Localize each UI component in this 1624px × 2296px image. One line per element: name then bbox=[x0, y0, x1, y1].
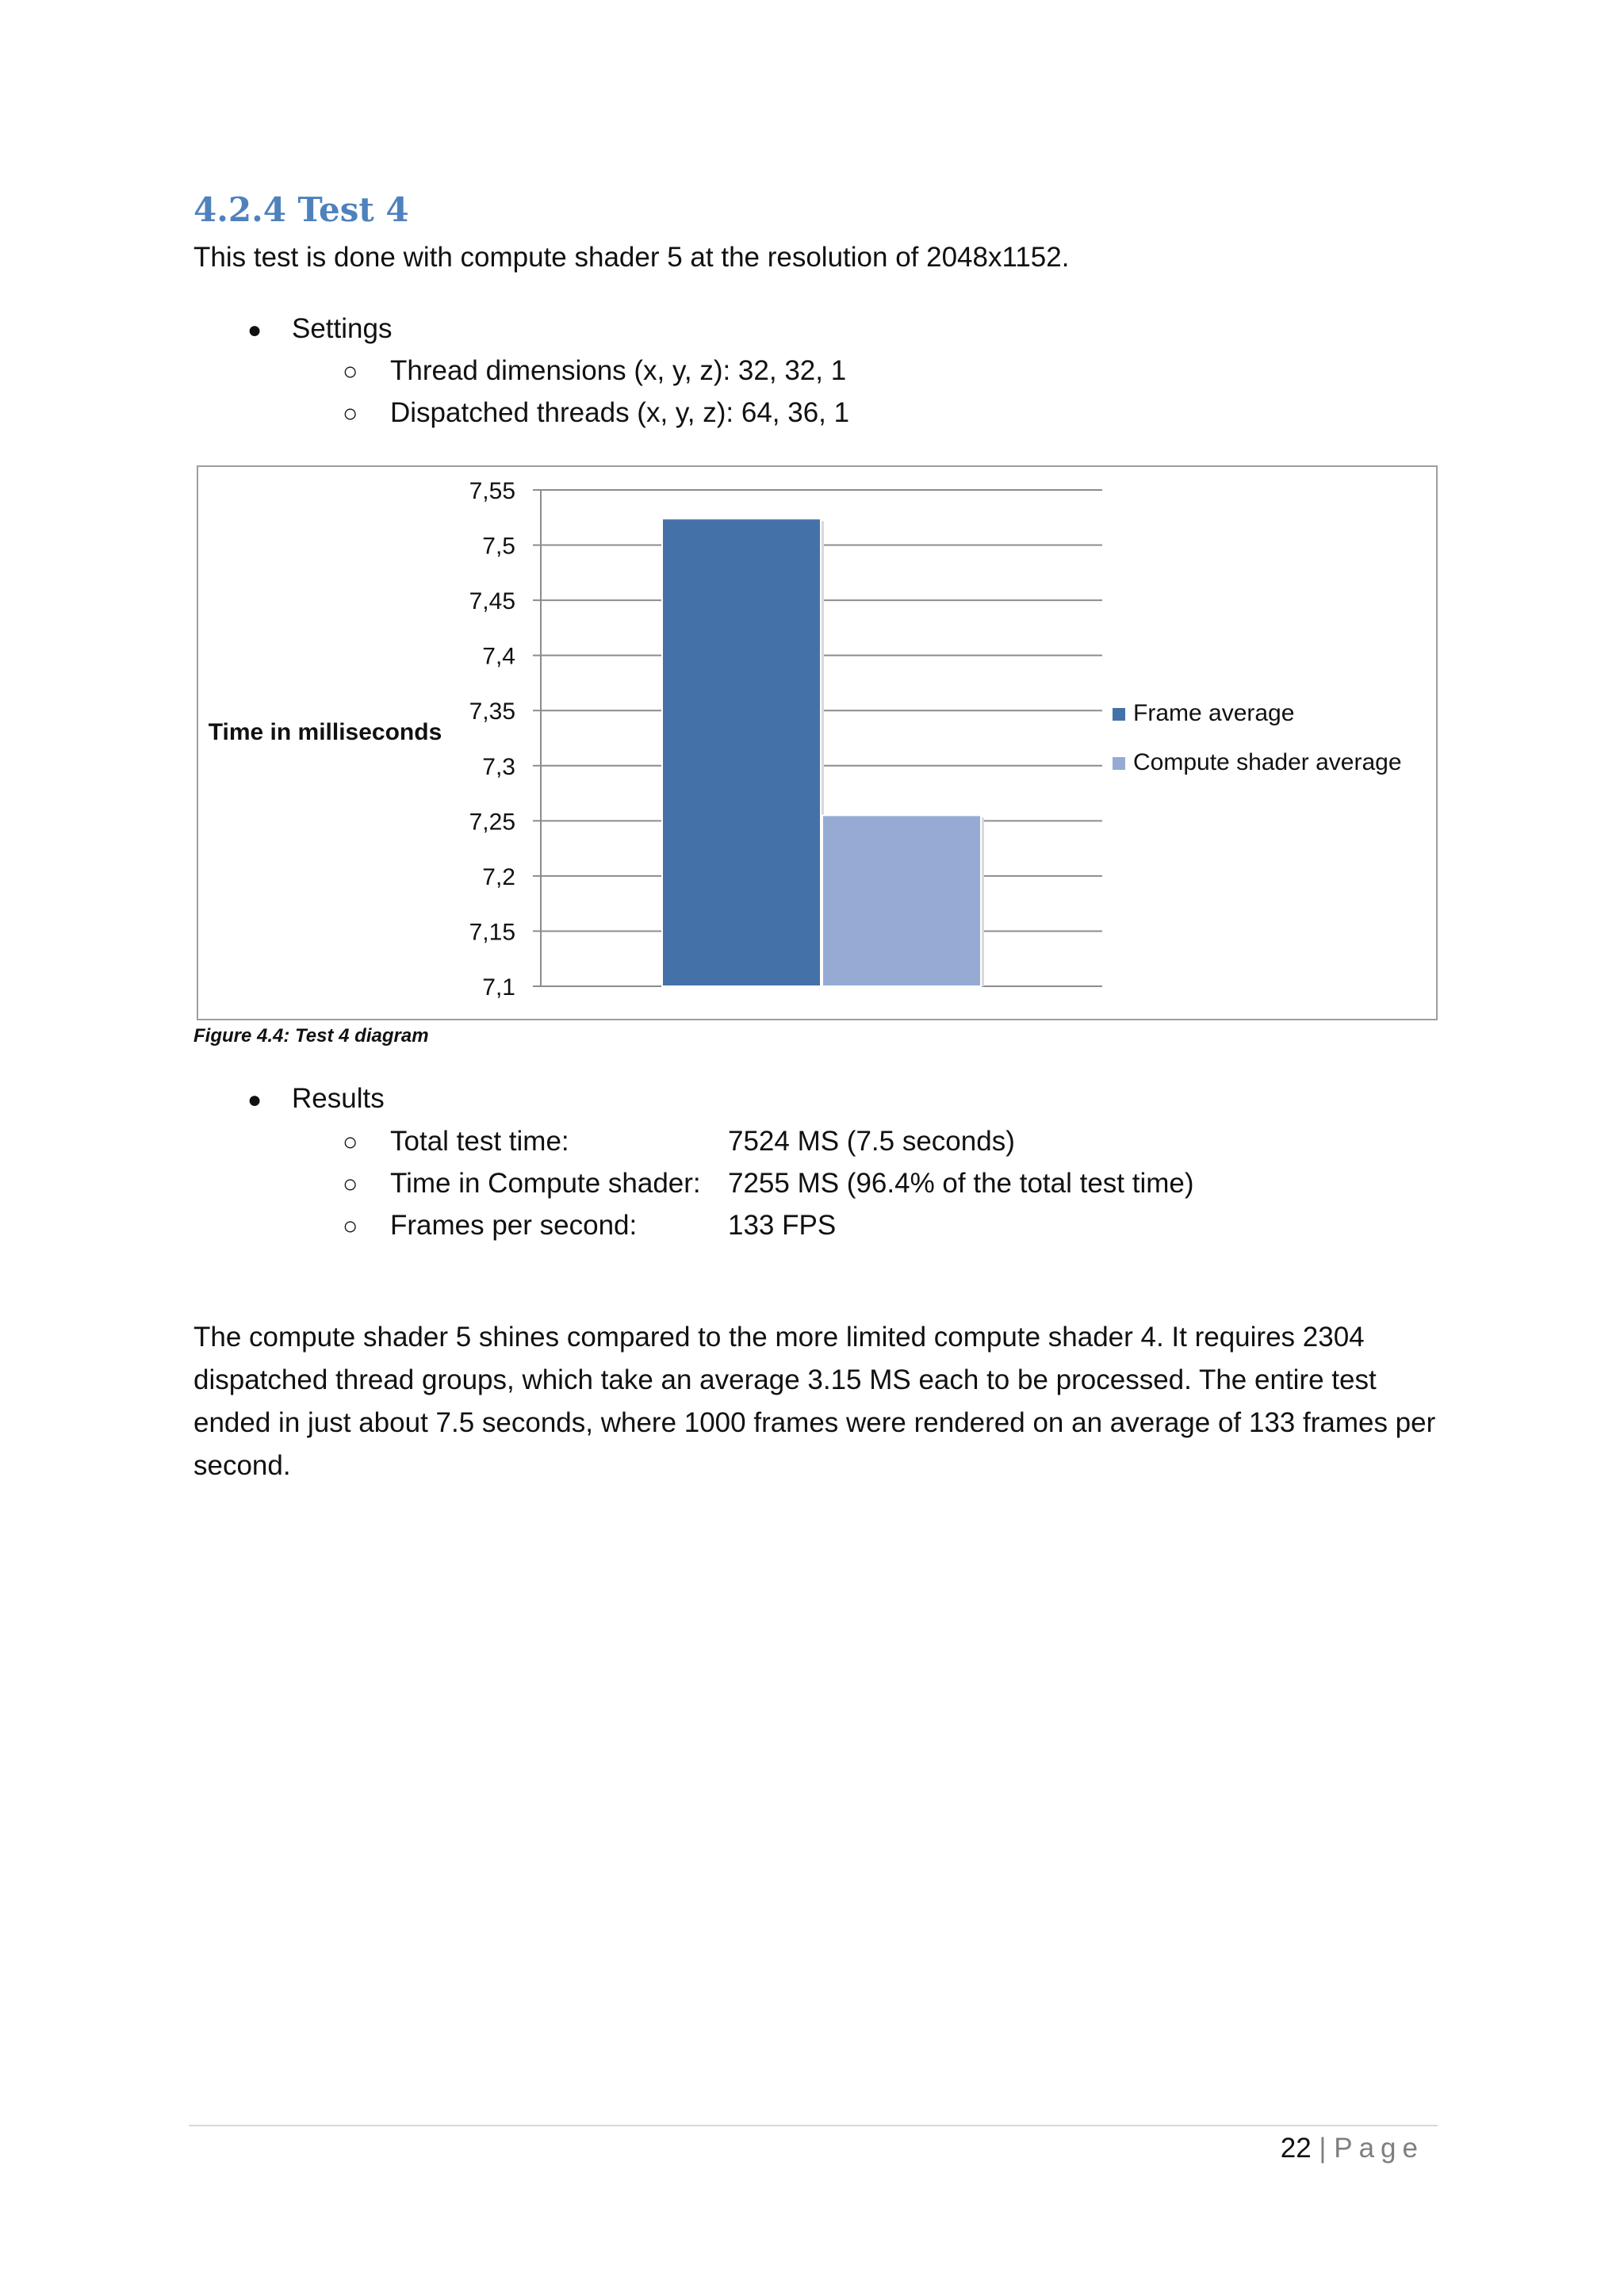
legend-label: Compute shader average bbox=[1133, 749, 1402, 775]
result-label: Total test time: bbox=[390, 1126, 569, 1157]
bar-frame-average bbox=[662, 519, 821, 986]
y-tick-label: 7,55 bbox=[469, 478, 515, 504]
result-label: Time in Compute shader: bbox=[390, 1168, 701, 1199]
bullet-circle-icon: ○ bbox=[343, 1211, 358, 1240]
legend-swatch bbox=[1113, 708, 1125, 721]
y-tick-label: 7,5 bbox=[482, 533, 515, 560]
settings-label: Settings bbox=[292, 313, 393, 344]
y-axis-label: Time in milliseconds bbox=[208, 719, 442, 745]
y-tick-label: 7,25 bbox=[469, 809, 515, 836]
bar-compute-shader-average bbox=[822, 815, 981, 986]
bullet-circle-icon: ○ bbox=[343, 1169, 358, 1198]
settings-item: Thread dimensions (x, y, z): 32, 32, 1 bbox=[390, 355, 847, 386]
y-tick-label: 7,3 bbox=[482, 753, 515, 780]
page-word: Page bbox=[1334, 2133, 1424, 2164]
result-value: 133 FPS bbox=[728, 1210, 837, 1241]
result-label: Frames per second: bbox=[390, 1210, 638, 1241]
body-paragraph: The compute shader 5 shines compared to the more limited compute shader 4. It requires 2304 dispatched thread groups, which take an average 3.15 MS each to be processed. The entire test ended in just about 7.5 seconds, where 1000 frames were rendered on an average of 133 frames per second. bbox=[193, 1322, 1436, 1481]
bullet-circle-icon: ○ bbox=[343, 399, 358, 427]
bullet-dot-icon: ● bbox=[247, 317, 262, 343]
result-value: 7524 MS (7.5 seconds) bbox=[728, 1126, 1015, 1157]
bullet-dot-icon: ● bbox=[247, 1087, 262, 1113]
bar-chart bbox=[198, 467, 1439, 1022]
page-footer bbox=[1281, 2133, 1424, 2164]
results-label: Results bbox=[292, 1083, 385, 1114]
y-tick-label: 7,1 bbox=[482, 974, 515, 1001]
result-value: 7255 MS (96.4% of the total test time) bbox=[728, 1168, 1194, 1199]
footer-separator: | bbox=[1319, 2133, 1327, 2164]
bullet-circle-icon: ○ bbox=[343, 1127, 358, 1156]
legend-swatch bbox=[1113, 757, 1125, 770]
settings-item: Dispatched threads (x, y, z): 64, 36, 1 bbox=[390, 397, 850, 428]
bullet-circle-icon: ○ bbox=[343, 357, 358, 385]
y-tick-label: 7,35 bbox=[469, 698, 515, 725]
y-tick-label: 7,2 bbox=[482, 863, 515, 890]
y-tick-label: 7,4 bbox=[482, 643, 515, 670]
chart-frame bbox=[197, 465, 1438, 1020]
footer-divider bbox=[189, 2125, 1438, 2126]
y-tick-label: 7,15 bbox=[469, 919, 515, 946]
y-tick-label: 7,45 bbox=[469, 588, 515, 615]
page-number: 22 bbox=[1280, 2133, 1312, 2164]
section-heading: 4.2.4 Test 4 bbox=[193, 190, 409, 229]
legend-label: Frame average bbox=[1133, 700, 1295, 726]
intro-text: This test is done with compute shader 5 at the resolution of 2048x1152. bbox=[193, 242, 1070, 273]
figure-caption: Figure 4.4: Test 4 diagram bbox=[193, 1025, 429, 1047]
